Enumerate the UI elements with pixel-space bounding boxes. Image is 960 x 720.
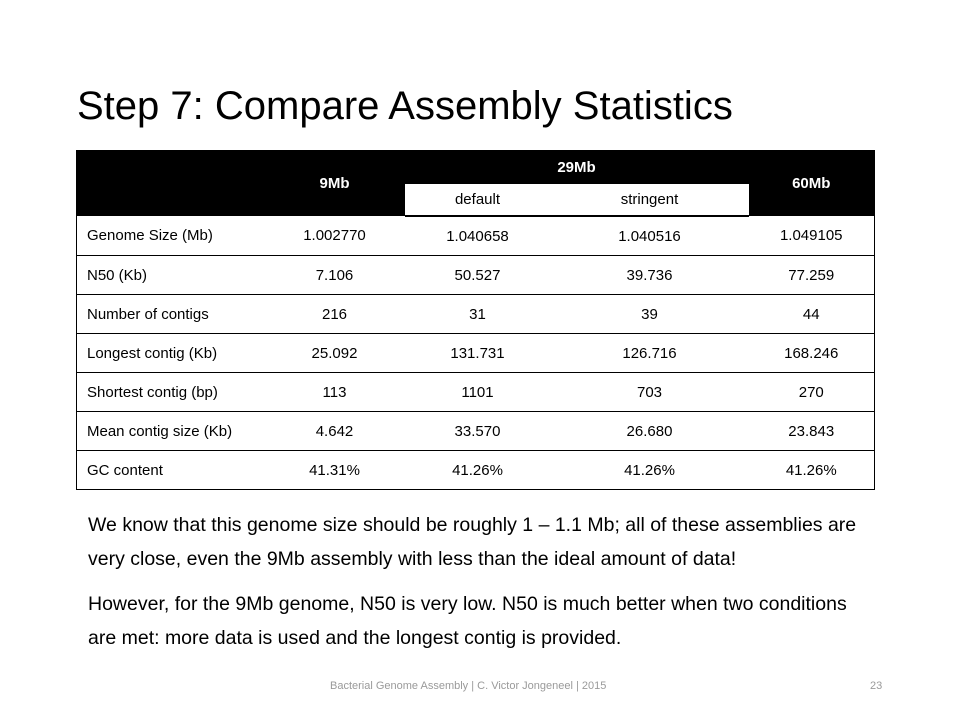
table-row [77, 451, 875, 490]
cell-29mb-stringent: 39.736 [551, 256, 749, 295]
cell-29mb-default: 41.26% [452, 461, 503, 479]
cell-60mb: 270 [749, 373, 875, 412]
row-label: Shortest contig (bp) [77, 373, 265, 412]
table-row [77, 295, 875, 334]
table-row [77, 412, 875, 451]
assembly-stats-table [76, 150, 875, 490]
table-row [77, 256, 875, 295]
row-label: Longest contig (Kb) [77, 334, 265, 373]
cell-29mb-stringent: 41.26% [624, 461, 675, 479]
header-9mb: 9Mb [265, 151, 405, 217]
cell-29mb-default: 50.527 [405, 256, 551, 295]
cell-29mb-stringent: 126.716 [551, 334, 749, 373]
cell-60mb: 23.843 [749, 412, 875, 451]
cell-60mb: 44 [749, 295, 875, 334]
row-label: GC content [87, 461, 163, 479]
cell-29mb-default: 31 [405, 295, 551, 334]
paragraph: However, for the 9Mb genome, N50 is very low. N50 is much better when two conditions are met: more data is used and the longest contig is provided. [88, 593, 847, 649]
cell-29mb-stringent: 26.680 [551, 412, 749, 451]
cell-9mb: 25.092 [265, 334, 405, 373]
cell-9mb: 216 [265, 295, 405, 334]
header-60mb: 60Mb [749, 151, 875, 217]
header-29mb-default: default [405, 184, 551, 216]
page-number: 23 [870, 680, 883, 692]
cell-29mb-default: 1101 [405, 373, 551, 412]
row-label: Mean contig size (Kb) [77, 412, 265, 451]
table-row [77, 334, 875, 373]
cell-60mb: 168.246 [749, 334, 875, 373]
row-label: Number of contigs [77, 295, 265, 334]
cell-9mb: 113 [265, 373, 405, 412]
cell-29mb-default: 131.731 [405, 334, 551, 373]
row-label: Genome Size (Mb) [77, 216, 265, 256]
cell-60mb: 41.26% [785, 461, 837, 479]
cell-9mb: 1.002770 [265, 216, 405, 256]
cell-29mb-stringent: 39 [551, 295, 749, 334]
row-label: N50 (Kb) [77, 256, 265, 295]
header-29mb-stringent: stringent [551, 184, 749, 216]
slide-footer: Bacterial Genome Assembly | C. Victor Jongeneel | 2015 [330, 680, 607, 692]
cell-29mb-default: 33.570 [405, 412, 551, 451]
cell-9mb: 7.106 [265, 256, 405, 295]
header-29mb: 29Mb [405, 151, 749, 185]
table-row [77, 216, 875, 256]
cell-60mb: 1.049105 [749, 216, 875, 256]
table-row [77, 373, 875, 412]
cell-29mb-stringent: 703 [551, 373, 749, 412]
header-empty-cell [77, 151, 265, 217]
cell-60mb: 77.259 [749, 256, 875, 295]
slide-title: Step 7: Compare Assembly Statistics [77, 84, 733, 128]
paragraph: We know that this genome size should be roughly 1 – 1.1 Mb; all of these assemblies are very close, even the 9Mb assembly with less than the ideal amount of data! [88, 514, 857, 570]
cell-9mb: 4.642 [265, 412, 405, 451]
cell-29mb-default: 1.040658 [405, 216, 551, 256]
cell-9mb: 41.31% [309, 461, 360, 479]
cell-29mb-stringent: 1.040516 [551, 216, 749, 256]
body-text [88, 508, 878, 666]
